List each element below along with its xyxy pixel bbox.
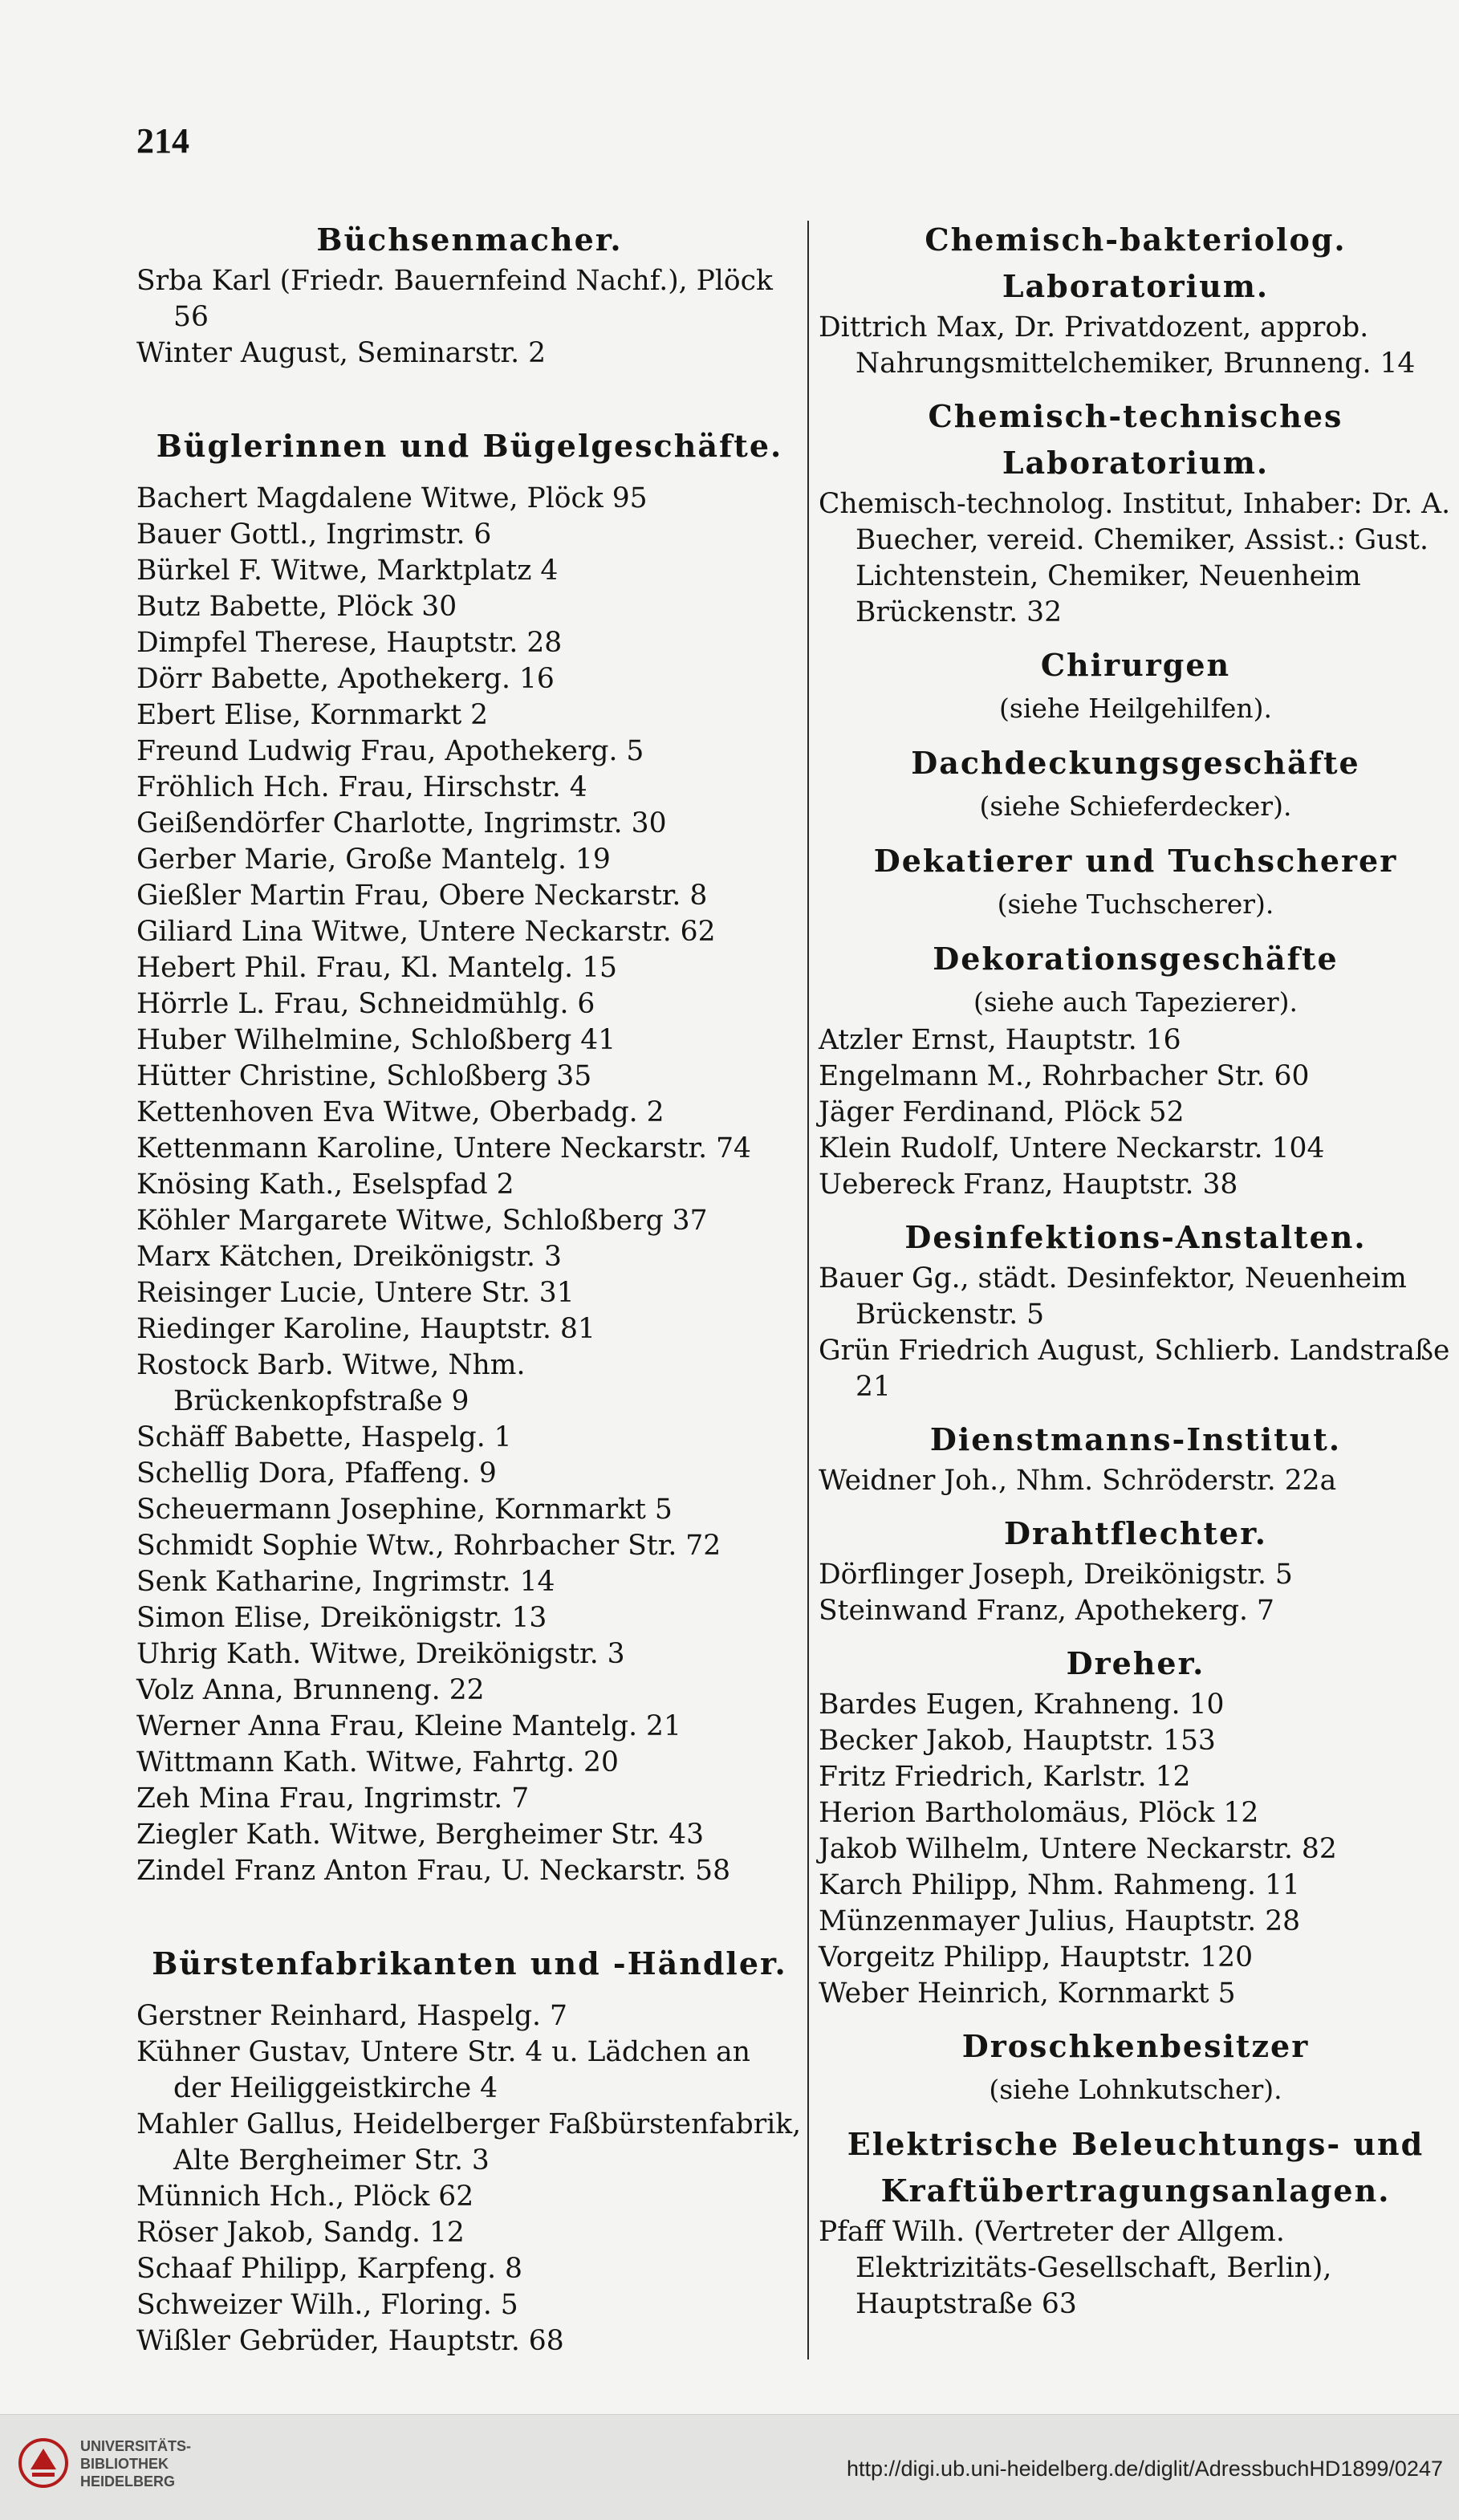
library-name — [80, 2437, 191, 2490]
list-item: Jäger Ferdinand, Plöck 52 — [819, 1096, 1185, 1128]
list-item: Bauer Gg., städt. Desinfektor, Neuenheim Brückenstr. 5 — [819, 1262, 1407, 1331]
list-item: Klein Rudolf, Untere Neckarstr. 104 — [819, 1132, 1325, 1164]
list-item: Bürkel F. Witwe, Marktplatz 4 — [136, 555, 559, 587]
list-item: Köhler Margarete Witwe, Schloßberg 37 — [136, 1205, 708, 1237]
list-item: Schaaf Philipp, Karpfeng. 8 — [136, 2253, 522, 2285]
list-item: Schäff Babette, Haspelg. 1 — [136, 1421, 512, 1453]
list-item: Weber Heinrich, Kornmarkt 5 — [819, 1977, 1236, 2010]
list-item: Simon Elise, Dreikönigstr. 13 — [136, 1602, 547, 1634]
library-name-line: BIBLIOTHEK — [80, 2456, 169, 2472]
section-title: Büchsenmacher. — [316, 222, 623, 258]
list-item: Gießler Martin Frau, Obere Neckarstr. 8 — [136, 880, 708, 912]
list-item: Wißler Gebrüder, Hauptstr. 68 — [136, 2325, 564, 2357]
list-item: Atzler Ernst, Hauptstr. 16 — [819, 1024, 1181, 1056]
list-item: Kühner Gustav, Untere Str. 4 u. Lädchen an der Heiliggeistkirche 4 — [136, 2036, 750, 2104]
university-library-logo-icon — [18, 2437, 69, 2489]
section-title: Dreher. — [1066, 1645, 1205, 1681]
list-item: Hörrle L. Frau, Schneidmühlg. 6 — [136, 988, 595, 1020]
section-chem-techn — [819, 393, 1453, 631]
section-chirurgen — [819, 642, 1453, 729]
section-title: Chemisch-technisches Laboratorium. — [928, 398, 1343, 481]
list-item: Bardes Eugen, Krahneng. 10 — [819, 1689, 1225, 1721]
list-item: Werner Anna Frau, Kleine Mantelg. 21 — [136, 1710, 681, 1742]
see-also-note: (siehe Tuchscherer). — [997, 888, 1274, 920]
see-also-note: (siehe Lohnkutscher). — [989, 2074, 1282, 2105]
source-url-link[interactable]: http://digi.ub.uni-heidelberg.de/diglit/AdressbuchHD1899/0247 — [846, 2457, 1443, 2481]
section-title: Dekorationsgeschäfte — [933, 941, 1339, 977]
library-name-line: UNIVERSITÄTS- — [80, 2438, 192, 2454]
section-title: Büglerinnen und Bügelgeschäfte. — [156, 428, 783, 464]
section-elektrisch — [819, 2121, 1453, 2323]
list-item: Herion Bartholomäus, Plöck 12 — [819, 1797, 1259, 1829]
list-item: Schmidt Sophie Wtw., Rohrbacher Str. 72 — [136, 1530, 721, 1562]
list-item: Marx Kätchen, Dreikönigstr. 3 — [136, 1241, 562, 1273]
section-title: Dienstmanns-Institut. — [929, 1421, 1342, 1457]
list-item: Fritz Friedrich, Karlstr. 12 — [819, 1761, 1191, 1793]
list-item: Fröhlich Hch. Frau, Hirschstr. 4 — [136, 771, 587, 803]
list-item: Vorgeitz Philipp, Hauptstr. 120 — [819, 1941, 1254, 1973]
list-item: Dimpfel Therese, Hauptstr. 28 — [136, 627, 563, 659]
section-title: Dekatierer und Tuchscherer — [873, 843, 1398, 879]
list-item: Grün Friedrich August, Schlierb. Landstraße 21 — [819, 1335, 1450, 1403]
list-item: Uhrig Kath. Witwe, Dreikönigstr. 3 — [136, 1638, 625, 1670]
list-item: Ebert Elise, Kornmarkt 2 — [136, 699, 489, 731]
list-item: Ziegler Kath. Witwe, Bergheimer Str. 43 — [136, 1819, 705, 1851]
list-item: Senk Katharine, Ingrimstr. 14 — [136, 1566, 555, 1598]
section-dreher — [819, 1640, 1453, 2012]
list-item: Mahler Gallus, Heidelberger Faßbürstenfabrik, Alte Bergheimer Str. 3 — [136, 2108, 802, 2177]
list-item: Hebert Phil. Frau, Kl. Mantelg. 15 — [136, 952, 617, 984]
list-item: Scheuermann Josephine, Kornmarkt 5 — [136, 1494, 673, 1526]
list-item: Steinwand Franz, Apothekerg. 7 — [819, 1595, 1274, 1627]
right-column — [819, 217, 1453, 2323]
see-also-note: (siehe Heilgehilfen). — [999, 693, 1272, 724]
list-item: Geißendörfer Charlotte, Ingrimstr. 30 — [136, 807, 667, 839]
list-item: Münnich Hch., Plöck 62 — [136, 2181, 474, 2213]
column-divider — [807, 221, 809, 2359]
section-desinfektion — [819, 1214, 1453, 1405]
list-item: Freund Ludwig Frau, Apothekerg. 5 — [136, 735, 644, 767]
list-item: Winter August, Seminarstr. 2 — [136, 337, 547, 369]
section-dienstmann — [819, 1416, 1453, 1499]
list-item: Zeh Mina Frau, Ingrimstr. 7 — [136, 1782, 530, 1815]
section-title: Dachdeckungsgeschäfte — [911, 745, 1360, 781]
section-title: Chirurgen — [1040, 647, 1231, 683]
section-buechsenmacher — [136, 217, 803, 372]
list-item: Butz Babette, Plöck 30 — [136, 591, 457, 623]
section-title: Desinfektions-Anstalten. — [904, 1219, 1367, 1255]
list-item: Jakob Wilhelm, Untere Neckarstr. 82 — [819, 1833, 1337, 1865]
section-droschken — [819, 2023, 1453, 2110]
list-item: Knösing Kath., Eselspfad 2 — [136, 1169, 514, 1201]
library-name-line: HEIDELBERG — [80, 2473, 176, 2490]
list-item: Schellig Dora, Pfaffeng. 9 — [136, 1457, 497, 1490]
section-title: Elektrische Beleuchtungs- und — [847, 2126, 1424, 2162]
list-item: Dittrich Max, Dr. Privatdozent, approb. Nahrungsmittelchemiker, Brunneng. 14 — [819, 311, 1416, 380]
list-item: Bauer Gottl., Ingrimstr. 6 — [136, 518, 492, 551]
list-item: Giliard Lina Witwe, Untere Neckarstr. 62 — [136, 916, 716, 948]
list-item: Chemisch-technolog. Institut, Inhaber: Dr. A. Buecher, vereid. Chemiker, Assist.: Gust. Lichtenstein, Chemiker, Neuenheim Brückenstr. 32 — [819, 488, 1451, 628]
list-item: Rostock Barb. Witwe, Nhm. Brückenkopfstraße 9 — [136, 1349, 526, 1417]
section-buersten — [136, 1941, 803, 2359]
list-item: Kettenhoven Eva Witwe, Oberbadg. 2 — [136, 1096, 664, 1128]
list-item: Zindel Franz Anton Frau, U. Neckarstr. 58 — [136, 1855, 731, 1887]
list-item: Srba Karl (Friedr. Bauernfeind Nachf.), Plöck 56 — [136, 265, 773, 333]
see-also-note: (siehe Schieferdecker). — [979, 791, 1292, 822]
list-item: Münzenmayer Julius, Hauptstr. 28 — [819, 1905, 1301, 1937]
list-item: Schweizer Wilh., Floring. 5 — [136, 2289, 518, 2321]
list-item: Weidner Joh., Nhm. Schröderstr. 22a — [819, 1465, 1337, 1497]
list-item: Gerber Marie, Große Mantelg. 19 — [136, 843, 611, 876]
list-item: Engelmann M., Rohrbacher Str. 60 — [819, 1060, 1310, 1092]
list-item: Karch Philipp, Nhm. Rahmeng. 11 — [819, 1869, 1300, 1901]
list-item: Gerstner Reinhard, Haspelg. 7 — [136, 2000, 567, 2032]
list-item: Dörflinger Joseph, Dreikönigstr. 5 — [819, 1559, 1293, 1591]
list-item: Becker Jakob, Hauptstr. 153 — [819, 1725, 1216, 1757]
section-dekoration — [819, 936, 1453, 1203]
list-item: Reisinger Lucie, Untere Str. 31 — [136, 1277, 575, 1309]
list-item: Riedinger Karoline, Hauptstr. 81 — [136, 1313, 595, 1345]
section-title: Droschkenbesitzer — [961, 2028, 1310, 2064]
section-chem-bakt — [819, 217, 1453, 382]
list-item: Pfaff Wilh. (Vertreter der Allgem. Elektrizitäts-Gesellschaft, Berlin), Hauptstraße 63 — [819, 2216, 1332, 2320]
list-item: Volz Anna, Brunneng. 22 — [136, 1674, 485, 1706]
list-item: Röser Jakob, Sandg. 12 — [136, 2217, 465, 2249]
section-title: Drahtflechter. — [1004, 1515, 1267, 1551]
section-title: Bürstenfabrikanten und -Händler. — [152, 1945, 787, 1981]
section-title-continued: Kraftübertragungsanlagen. — [880, 2172, 1391, 2209]
section-drahtflechter — [819, 1510, 1453, 1629]
digitization-footer — [0, 2414, 1459, 2520]
section-buegler — [136, 423, 803, 1889]
page-number: 214 — [136, 121, 189, 161]
list-item: Hütter Christine, Schloßberg 35 — [136, 1060, 592, 1092]
list-item: Bachert Magdalene Witwe, Plöck 95 — [136, 482, 648, 514]
section-dachdeckung — [819, 740, 1453, 827]
section-dekatierer — [819, 838, 1453, 925]
list-item: Huber Wilhelmine, Schloßberg 41 — [136, 1024, 616, 1056]
left-column — [136, 217, 803, 2359]
list-item: Wittmann Kath. Witwe, Fahrtg. 20 — [136, 1746, 619, 1778]
list-item: Uebereck Franz, Hauptstr. 38 — [819, 1169, 1238, 1201]
section-title: Chemisch-bakteriolog. Laboratorium. — [925, 222, 1347, 304]
list-item: Dörr Babette, Apothekerg. 16 — [136, 663, 555, 695]
see-also-note: (siehe auch Tapezierer). — [973, 986, 1298, 1018]
list-item: Kettenmann Karoline, Untere Neckarstr. 74 — [136, 1132, 752, 1164]
